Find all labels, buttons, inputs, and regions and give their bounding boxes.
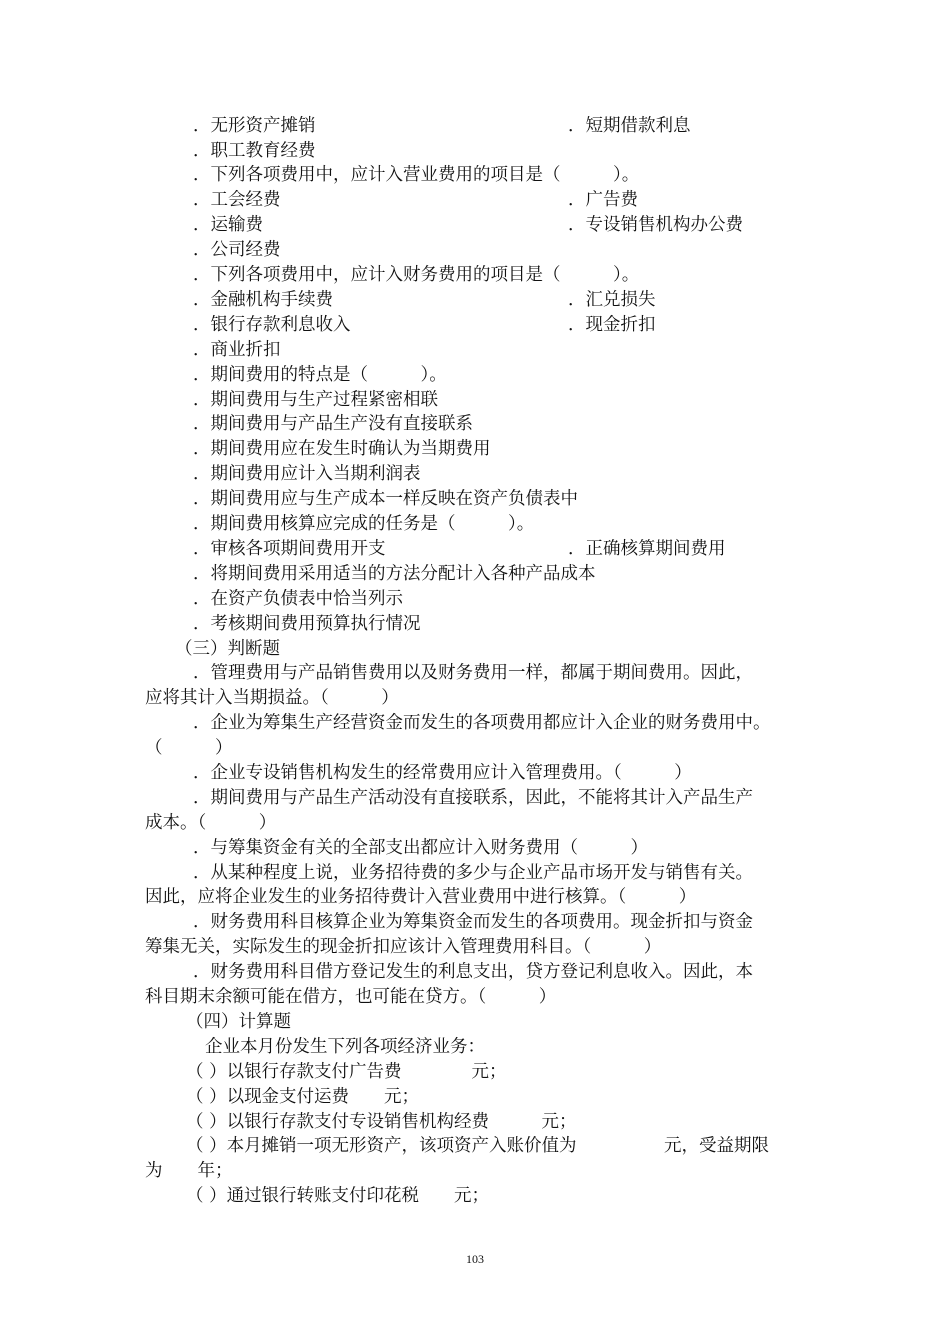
question-line: ．下列各项费用中，应计入财务费用的项目是（ ）。	[193, 265, 640, 285]
transaction-line: 为 年；	[145, 1161, 233, 1181]
option-line: ．银行存款利息收入	[193, 315, 351, 335]
option-line: ．现金折扣	[568, 315, 656, 335]
section-heading: （四）计算题	[186, 1012, 291, 1032]
question-line: ．期间费用核算应完成的任务是（ ）。	[193, 514, 535, 534]
option-line: ．金融机构手续费	[193, 290, 333, 310]
statement-line: ．企业专设销售机构发生的经常费用应计入管理费用。（ ）	[193, 763, 692, 783]
option-line: ．在资产负债表中恰当列示	[193, 589, 403, 609]
transaction-line: （ ）以银行存款支付广告费 元；	[186, 1062, 507, 1082]
statement-line: ．与筹集资金有关的全部支出都应计入财务费用（ ）	[193, 838, 648, 858]
option-line: ．广告费	[568, 190, 638, 210]
option-line: ．考核期间费用预算执行情况	[193, 614, 421, 634]
option-line: ．无形资产摊销	[193, 116, 316, 136]
statement-line: 应将其计入当期损益。（ ）	[145, 688, 399, 708]
page-number: 103	[466, 1252, 484, 1266]
statement-line: 成本。（ ）	[145, 813, 277, 833]
statement-line: ．财务费用科目借方登记发生的利息支出，贷方登记利息收入。因此，本	[193, 962, 753, 982]
statement-line: 因此，应将企业发生的业务招待费计入营业费用中进行核算。（ ）	[145, 887, 697, 907]
question-line: ．下列各项费用中，应计入营业费用的项目是（ ）。	[193, 165, 640, 185]
transaction-line: （ ）本月摊销一项无形资产，该项资产入账价值为 元，受益期限	[186, 1136, 770, 1156]
option-line: ．期间费用与生产过程紧密相联	[193, 390, 438, 410]
option-line: ．商业折扣	[193, 340, 281, 360]
statement-line: ．企业为筹集生产经营资金而发生的各项费用都应计入企业的财务费用中。	[193, 713, 771, 733]
transaction-line: （ ）以现金支付运费 元；	[186, 1087, 420, 1107]
option-line: ．汇兑损失	[568, 290, 656, 310]
option-line: ．工会经费	[193, 190, 281, 210]
option-line: ．期间费用与产品生产没有直接联系	[193, 414, 473, 434]
statement-line: 科目期末余额可能在借方，也可能在贷方。（ ）	[145, 987, 557, 1007]
section-heading: （三）判断题	[175, 639, 280, 659]
option-line: ．审核各项期间费用开支	[193, 539, 386, 559]
question-line: ．期间费用的特点是（ ）。	[193, 365, 447, 385]
transaction-line: （ ）以银行存款支付专设销售机构经费 元；	[186, 1112, 577, 1132]
option-line: ．期间费用应计入当期利润表	[193, 464, 421, 484]
transaction-line: （ ）通过银行转账支付印花税 元；	[186, 1186, 490, 1206]
option-line: ．运输费	[193, 215, 263, 235]
option-line: ．公司经费	[193, 240, 281, 260]
problem-intro: 企业本月份发生下列各项经济业务：	[205, 1037, 485, 1057]
statement-line: ．期间费用与产品生产活动没有直接联系，因此，不能将其计入产品生产	[193, 788, 753, 808]
statement-line: ．管理费用与产品销售费用以及财务费用一样，都属于期间费用。因此，	[193, 663, 753, 683]
option-line: ．短期借款利息	[568, 116, 691, 136]
option-line: ．职工教育经费	[193, 141, 316, 161]
option-line: ．期间费用应在发生时确认为当期费用	[193, 439, 491, 459]
statement-line: （ ）	[145, 738, 233, 758]
statement-line: ．从某种程度上说，业务招待费的多少与企业产品市场开发与销售有关。	[193, 863, 753, 883]
option-line: ．期间费用应与生产成本一样反映在资产负债表中	[193, 489, 578, 509]
statement-line: ．财务费用科目核算企业为筹集资金而发生的各项费用。现金折扣与资金	[193, 912, 753, 932]
option-line: ．专设销售机构办公费	[568, 215, 743, 235]
option-line: ．将期间费用采用适当的方法分配计入各种产品成本	[193, 564, 596, 584]
option-line: ．正确核算期间费用	[568, 539, 726, 559]
statement-line: 筹集无关，实际发生的现金折扣应该计入管理费用科目。（ ）	[145, 937, 662, 957]
